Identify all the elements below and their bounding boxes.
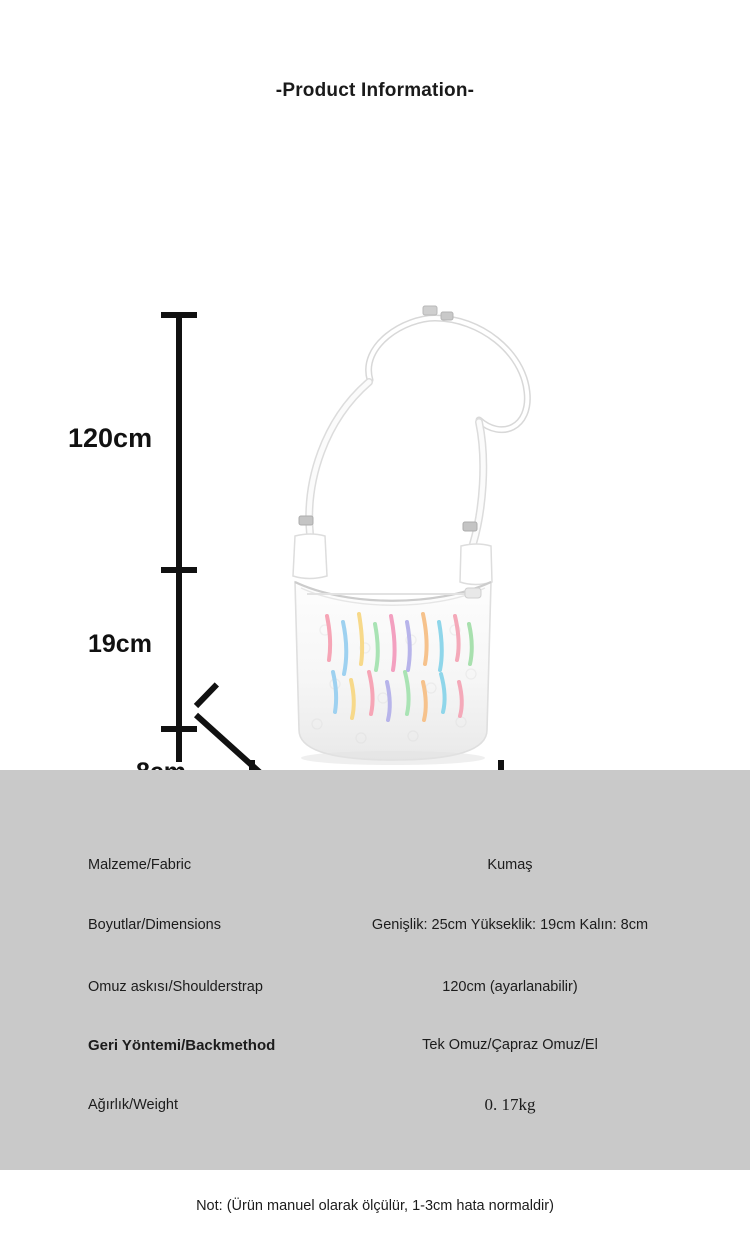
spec-label: Omuz askısı/Shoulderstrap	[88, 979, 263, 995]
spec-label: Geri Yöntemi/Backmethod	[88, 1036, 276, 1054]
table-row	[0, 838, 750, 892]
dimension-label-strap-length: 120cm	[68, 423, 153, 453]
spec-value: Tek Omuz/Çapraz Omuz/El	[422, 1037, 598, 1053]
table-row	[0, 898, 750, 952]
spec-value: Kumaş	[487, 857, 533, 873]
depth-indicator-cap	[194, 682, 219, 708]
vertical-ruler-cap-bottom	[161, 726, 197, 732]
table-row	[0, 960, 750, 1014]
product-dimension-diagram	[0, 140, 750, 770]
spec-label: Ağırlık/Weight	[88, 1097, 178, 1113]
vertical-ruler-cap-middle	[161, 567, 197, 573]
dimension-label-height: 19cm	[88, 630, 152, 658]
table-row	[0, 1018, 750, 1072]
spec-value: 0. 17kg	[484, 1095, 536, 1114]
page-title: -Product Information-	[275, 80, 475, 101]
table-row	[0, 1078, 750, 1132]
product-image	[265, 300, 545, 770]
vertical-ruler-line	[176, 312, 182, 762]
spec-value: 120cm (ayarlanabilir)	[442, 979, 578, 995]
measurement-note: Not: (Ürün manuel olarak ölçülür, 1-3cm hata normaldir)	[196, 1198, 554, 1214]
spec-label: Malzeme/Fabric	[88, 857, 192, 873]
specifications-panel	[0, 770, 750, 1170]
spec-label: Boyutlar/Dimensions	[88, 917, 221, 933]
vertical-ruler-cap-top	[161, 312, 197, 318]
spec-value: Genişlik: 25cm Yükseklik: 19cm Kalın: 8cm	[371, 917, 649, 933]
